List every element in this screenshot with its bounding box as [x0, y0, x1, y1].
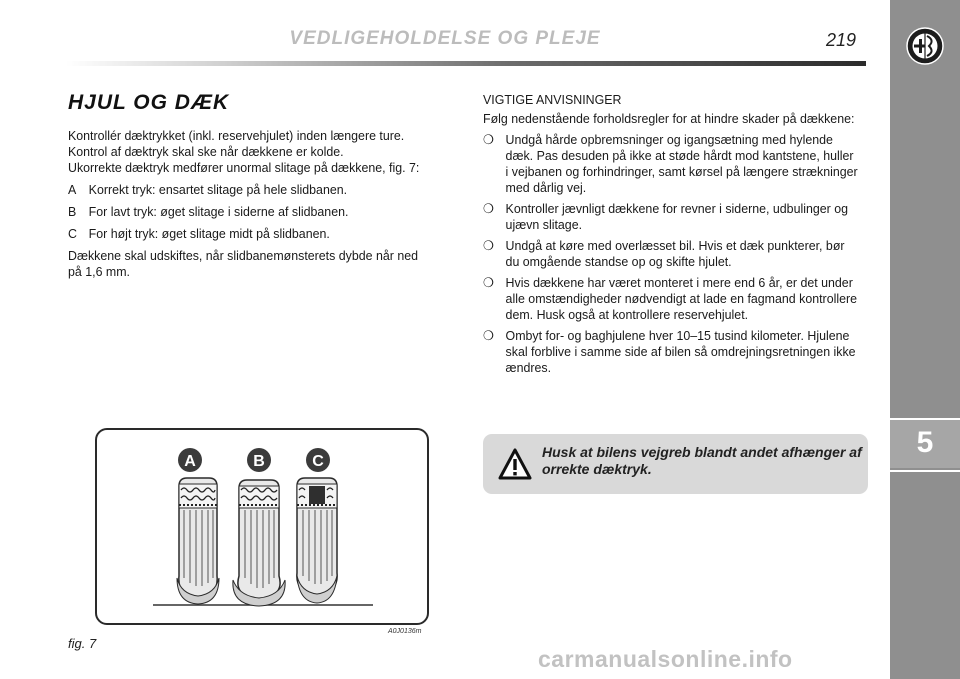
bullet-item [483, 275, 859, 323]
bullet-text: Undgå at køre med overlæsset bil. Hvis et dæk punkterer, bør du omgående standse op og skifte hjulet. [505, 238, 845, 269]
tire-label-c-badge [306, 448, 330, 472]
tire-b [233, 480, 285, 606]
bullet-text: Ombyt for- og baghjulene hver 10–15 tusind kilometer. Hjulene skal forblive i samme side af bilen så omdrejningsretningen ikke ændres. [505, 328, 856, 375]
tire-a [177, 478, 219, 604]
bullet-circle-icon: ❍ [483, 201, 494, 216]
list-item [68, 226, 433, 242]
watermark: carmanualsonline.info [538, 646, 793, 672]
page-header-title: VEDLIGEHOLDELSE OG PLEJE [289, 28, 601, 49]
bullet-circle-icon: ❍ [483, 328, 494, 343]
list-item-text: For højt tryk: øget slitage midt på slidbanen. [88, 226, 330, 241]
tire-label-c: C [312, 453, 324, 470]
header-rule [66, 61, 866, 66]
bullet-circle-icon: ❍ [483, 132, 494, 147]
list-item [68, 204, 433, 220]
list-item-letter: C [68, 226, 77, 241]
wear-paragraph: Ukorrekte dæktryk medfører unormal slitage på dækkene, fig. 7: [68, 160, 420, 175]
bullet-text: Hvis dækkene har været monteret i mere end 6 år, er det under alle omstændigheder nødvendigt at lade en fagmand kontrollere dem. Husk også at kontrollere reservehjulet. [505, 275, 858, 322]
bullet-item [483, 328, 859, 376]
list-item [68, 182, 433, 198]
list-item-letter: B [68, 204, 77, 219]
sidebar-tab-lower [890, 470, 960, 679]
list-item-letter: A [68, 182, 77, 197]
intro-paragraph: Kontrollér dæktrykket (inkl. reservehjulet) inden længere ture. Kontrol af dæktryk skal ske når dækkene er kolde. [68, 128, 405, 159]
figure-caption: fig. 7 [68, 636, 97, 651]
warning-text: Husk at bilens vejgreb blandt andet afhænger af orrekte dæktryk. [542, 444, 862, 477]
brand-logo-icon [905, 26, 945, 66]
bullet-circle-icon: ❍ [483, 275, 494, 290]
list-item-text: Korrekt tryk: ensartet slitage på hele slidbanen. [88, 182, 348, 197]
bullet-item [483, 238, 859, 270]
instructions-heading: VIGTIGE ANVISNINGER [483, 92, 622, 107]
left-column-text [68, 128, 433, 286]
figure-code: A0J0136m [388, 628, 422, 635]
bullet-circle-icon: ❍ [483, 238, 494, 253]
replacement-paragraph: Dækkene skal udskiftes, når slidbanemønsterets dybde når ned på 1,6 mm. [68, 248, 419, 279]
bullet-item [483, 201, 859, 233]
list-item-text: For lavt tryk: øget slitage i siderne af slidbanen. [88, 204, 349, 219]
bullet-text: Undgå hårde opbremsninger og igangsætning med hylende dæk. Pas desuden på ikke at støde hårdt mod kantstene, huller i vejbanen og forhindringer, samt kørsel på længere strækninger med dårlig vej. [505, 132, 858, 195]
tire-label-a: A [184, 453, 196, 470]
tire-c [297, 478, 337, 603]
tire-label-a-badge [178, 448, 202, 472]
instructions-intro: Følg nedenstående forholdsregler for at hindre skader på dækkene: [483, 111, 855, 126]
page-number: 219 [826, 30, 857, 50]
section-title: HJUL OG DÆK [68, 91, 230, 114]
bullet-item [483, 132, 859, 196]
tire-label-b-badge [247, 448, 271, 472]
tire-label-b: B [253, 453, 265, 470]
chapter-number: 5 [916, 426, 934, 459]
tire-wear-illustration [95, 428, 429, 625]
warning-triangle-icon [498, 448, 532, 480]
right-column-text [483, 92, 859, 381]
bullet-text: Kontroller jævnligt dækkene for revner i siderne, udbulinger og ujævn slitage. [505, 201, 849, 232]
